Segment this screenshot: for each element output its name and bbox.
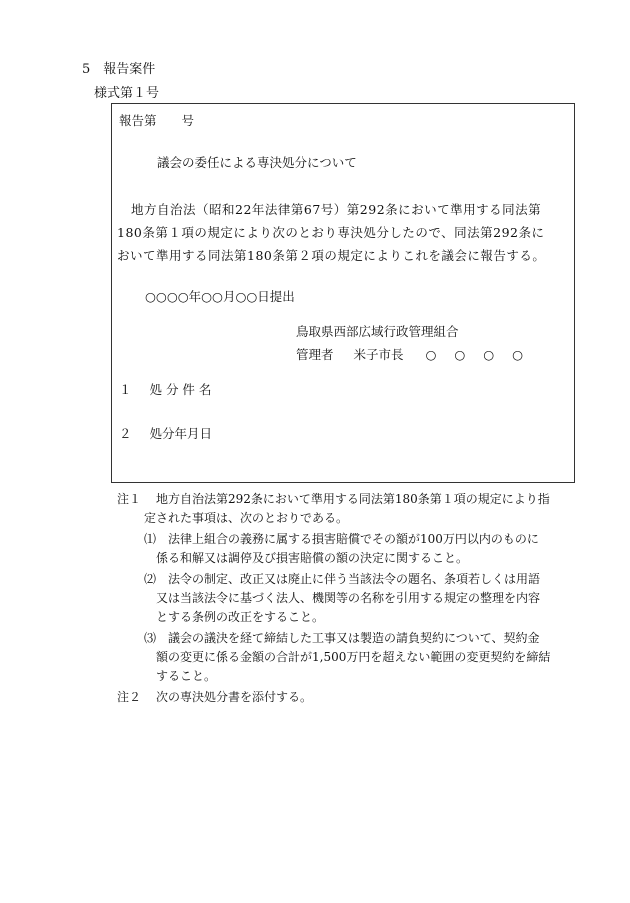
item-1-number: １ [119, 382, 132, 397]
sub-item-1-mark: ⑴ [144, 532, 157, 546]
item-2-label: 処分年月日 [149, 426, 212, 441]
item-2-number: ２ [119, 426, 132, 441]
sub-item-3-line-2: 額の変更に係る金額の合計が1,500万円を超えない範囲の変更契約を締結 [156, 650, 551, 664]
note-1-label: 注１ [117, 492, 142, 506]
report-form-box [111, 103, 575, 483]
note-2-text: 次の専決処分書を添付する。 [156, 690, 313, 704]
sub-item-3-line-1: 議会の議決を経て締結した工事又は製造の請負契約について、契約金 [168, 631, 540, 645]
sub-item-2-line-3: とする条例の改正をすること。 [156, 610, 325, 624]
report-title: 議会の委任による専決処分について [157, 155, 357, 170]
sub-item-2-line-1: 法令の制定、改正又は廃止に伴う当該法令の題名、条項若しくは用語 [168, 572, 541, 586]
sub-item-3-mark: ⑶ [144, 631, 157, 645]
note-1-line-2: 定された事項は、次のとおりである。 [144, 511, 349, 525]
manager-name: 米子市長 [353, 347, 404, 362]
body-line-2: 180条第１項の規定により次のとおり専決処分したので、同法第292条に [117, 225, 545, 240]
report-number: 報告第 号 [119, 113, 195, 128]
organization-name: 鳥取県西部広域行政管理組合 [296, 324, 459, 339]
section-heading: 5 報告案件 [82, 62, 156, 77]
manager-placeholder: ○ ○ ○ ○ [425, 347, 524, 362]
note-2-label: 注２ [117, 690, 142, 704]
form-label: 様式第１号 [94, 86, 160, 101]
item-2 [119, 424, 212, 442]
body-line-1: 地方自治法（昭和22年法律第67号）第292条において準用する同法第 [131, 202, 542, 217]
item-1-label: 処 分 件 名 [149, 382, 212, 397]
body-line-3: おいて準用する同法第180条第２項の規定によりこれを議会に報告する。 [117, 248, 546, 263]
sub-item-1-line-1: 法律上組合の義務に属する損害賠償でその額が100万円以内のものに [168, 532, 539, 546]
sub-item-3-line-3: すること。 [156, 669, 217, 683]
manager-line [296, 345, 523, 363]
sub-item-1-line-2: 係る和解又は調停及び損害賠償の額の決定に関すること。 [156, 551, 469, 565]
sub-item-2-line-2: 又は当該法令に基づく法人、機関等の名称を引用する規定の整理を内容 [156, 591, 541, 605]
note-1-line-1: 地方自治法第292条において準用する同法第180条第１項の規定により指 [156, 492, 550, 506]
sub-item-2-mark: ⑵ [144, 572, 157, 586]
submission-date: ○○○○年○○月○○日提出 [145, 289, 295, 304]
manager-title: 管理者 [296, 347, 334, 362]
item-1 [119, 380, 211, 398]
